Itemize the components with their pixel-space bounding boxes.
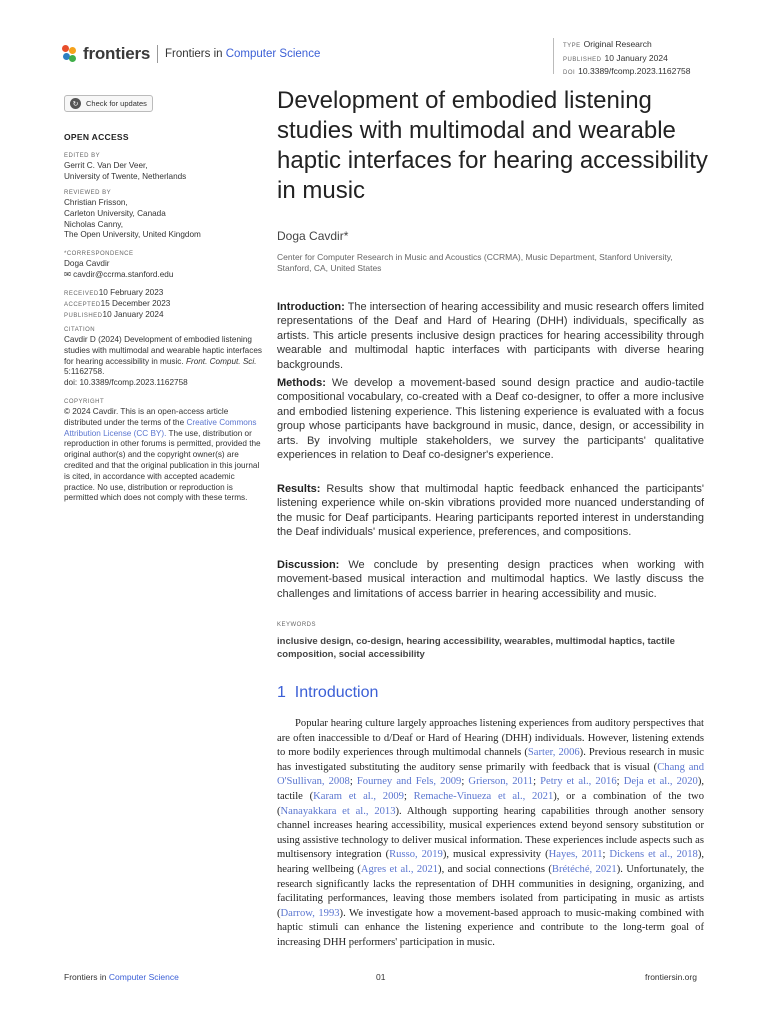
intro-text: ). Previous research in music has investigated substituting the auditory sense primarily with feedback that is visual ( [277,747,704,773]
citation: CITATION Cavdir D (2024) Development of embodied listening studies with multimodal and wearable haptic interfaces for hearing accessibility in music. Front. Comput. Sci. 5:1162758. doi: 10.3389/fcomp.2023.1162758 [64,327,262,388]
article-type: Original Research [583,39,652,49]
article-title: Development of embodied listening studies with multimodal and wearable haptic interfaces for hearing accessibility in music [277,87,708,204]
intro-text: ), musical expressivity ( [442,849,549,861]
refresh-icon: ↻ [70,98,81,109]
abstract-results: Results: Results show that multimodal haptic feedback enhanced the participants' listening experience while on-skin vibrations provided more nuanced understanding of the music for Deaf participants. Hearing participants reported interest in understanding the Deaf individuals' musical experience, preferences, and compositions. [277,483,705,539]
reviewed-by: REVIEWED BY Christian Frisson, Carleton University, Canada Nicholas Canny, The Open University, United Kingdom [64,190,201,240]
intro-text: ), tactile ( [277,776,705,802]
footer-journal[interactable]: Frontiers in Computer Science [64,972,179,982]
intro-text: ). We investigate how a movement-based approach to music-making combined with haptic stimuli can enhance the listening experience and contribute to the long-term goal of increasing DHH performers' participation in music. [277,907,704,948]
citation-link[interactable]: Fourney and Fels, 2009 [356,776,462,788]
intro-text: Popular hearing culture largely approaches listening experiences from auditory perspectives that are often inaccessible to d/Deaf or Hard of Hearing (DHH) individuals. However, listening extends to more bodily experiences through multimodal channels ( [277,718,704,759]
citation-link[interactable]: Petry et al., 2016 [540,776,617,788]
citation-link[interactable]: Russo, 2019 [389,849,443,861]
citation-link[interactable]: Grierson, 2011 [468,776,534,788]
frontiers-logo[interactable] [62,44,150,64]
intro-text: ), and social connections ( [438,863,552,875]
citation-link[interactable]: Agres et al., 2021 [360,863,439,875]
section-heading: 1 Introduction [277,684,379,701]
header-divider [157,45,158,63]
intro-text: ; [533,776,541,788]
page-number: 01 [376,972,386,982]
intro-text: ; [616,776,624,788]
copyright: COPYRIGHT © 2024 Cavdir. This is an open-access article distributed under the terms of the Creative Commons Attribution License (CC BY). The use, distribution or reproduction in other forums is permitted, provided the original author(s) and the copyright owner(s) are credited and that the original publication in this journal is cited, in accordance with accepted academic practice. No use, distribution or reproduction is permitted which does not comply with these terms. [64,399,261,503]
keywords-label: KEYWORDS [277,622,317,628]
citation-link[interactable]: Dickens et al., 2018 [609,849,698,861]
correspondence: *CORRESPONDENCE Doga Cavdir ✉ cavdir@ccrma.stanford.edu [64,251,174,279]
frontiers-logo-icon [62,45,78,63]
doi[interactable]: 10.3389/fcomp.2023.1162758 [578,66,691,76]
citation-link[interactable]: Deja et al., 2020 [623,776,698,788]
citation-link[interactable]: Remache-Vinueza et al., 2021 [413,790,554,802]
intro-text: ; [349,776,357,788]
intro-text: ). Unfortunately, the research significantly lacks the representation of DHH communities in designing, organizing, and facilitating performances, leaving those members isolated from participating in music as artists ( [277,863,704,919]
citation-link[interactable]: Nanayakkara et al., 2013 [280,805,396,817]
citation-link[interactable]: Karam et al., 2009 [313,790,404,802]
intro-text: ), hearing wellbeing ( [277,849,705,875]
article-meta: TYPE Original Research PUBLISHED 10 January 2024 DOI 10.3389/fcomp.2023.1162758 [563,39,691,76]
intro-text: ). Although supporting hearing capabilities through another sensory channel increases hearing accessibility, musical experiences extend beyond sensory substitution or using assistive technology to deliver musical information. These experiences include aspects such as multisensory integration ( [277,805,704,861]
citation-doi[interactable]: doi: 10.3389/fcomp.2023.1162758 [64,378,188,388]
author-name[interactable]: Doga Cavdir* [277,229,349,243]
intro-text: ; [602,849,610,861]
intro-text: ), or a combination of the two ( [277,790,704,817]
author-affiliation: Center for Computer Research in Music and Acoustics (CCRMA), Music Department, Stanford University, Stanford, CA, United States [277,252,673,273]
mail-icon: ✉ [64,269,71,279]
keywords: inclusive design, co-design, hearing accessibility, wearables, multimodal haptics, tactile composition, social accessibility [277,636,675,660]
logo-wordmark: frontiers [83,44,151,63]
meta-divider [553,38,554,74]
intro-text: ; [461,776,469,788]
open-access-label: OPEN ACCESS [64,132,129,142]
citation-link[interactable]: Brétéché, 2021 [551,863,617,875]
introduction-paragraph [277,717,704,951]
citation-link[interactable]: Chang and O'Sullivan, 2008 [277,761,704,788]
abstract-introduction: Introduction: The intersection of hearing accessibility and music research offers limited representations of the Deaf and Hard of Hearing (DHH) individuals, specifically as artists. This article presents inclusive design practices for hearing accessibility through wearable and multimodal haptic interfaces with participants with diverse hearing backgrounds. [277,301,704,371]
published-date: 10 January 2024 [604,52,668,63]
article-dates: RECEIVED10 February 2023 ACCEPTED15 December 2023 PUBLISHED10 January 2024 [64,288,171,319]
abstract-methods: Methods: We develop a movement-based sound design practice and audio-tactile compositional vocabulary, co-created with a Deaf co-designer, to offer a more inclusive and embodied listening experience. This listening experience is evaluated with a focus group whose participants have background in music, dance, design, or accessibility in arts. By involving multiple stakeholders, we survey the participants' qualitative experiences in relation to Deaf co-designer's experience. [277,377,704,462]
correspondence-email[interactable]: cavdir@ccrma.stanford.edu [73,269,174,279]
cc-by-license-link[interactable]: Creative Commons Attribution License (CC BY). [64,417,257,438]
citation-link[interactable]: Hayes, 2011 [548,849,603,861]
footer-site-link[interactable]: frontiersin.org [645,972,697,982]
citation-link[interactable]: Sarter, 2006 [527,747,580,759]
citation-link[interactable]: Darrow, 1993 [280,907,340,919]
journal-name[interactable]: Frontiers in Computer Science [165,48,321,60]
intro-text: ; [403,790,414,802]
edited-by: EDITED BY Gerrit C. Van Der Veer, University of Twente, Netherlands [64,153,187,181]
abstract-discussion: Discussion: We conclude by presenting design practices when working with movement-based musical interaction and multimodal haptics. We lastly discuss the challenges and limitations of access barrier in hearing accessibility and music. [277,559,704,600]
check-for-updates-button[interactable]: ↻ Check for updates [64,95,153,112]
